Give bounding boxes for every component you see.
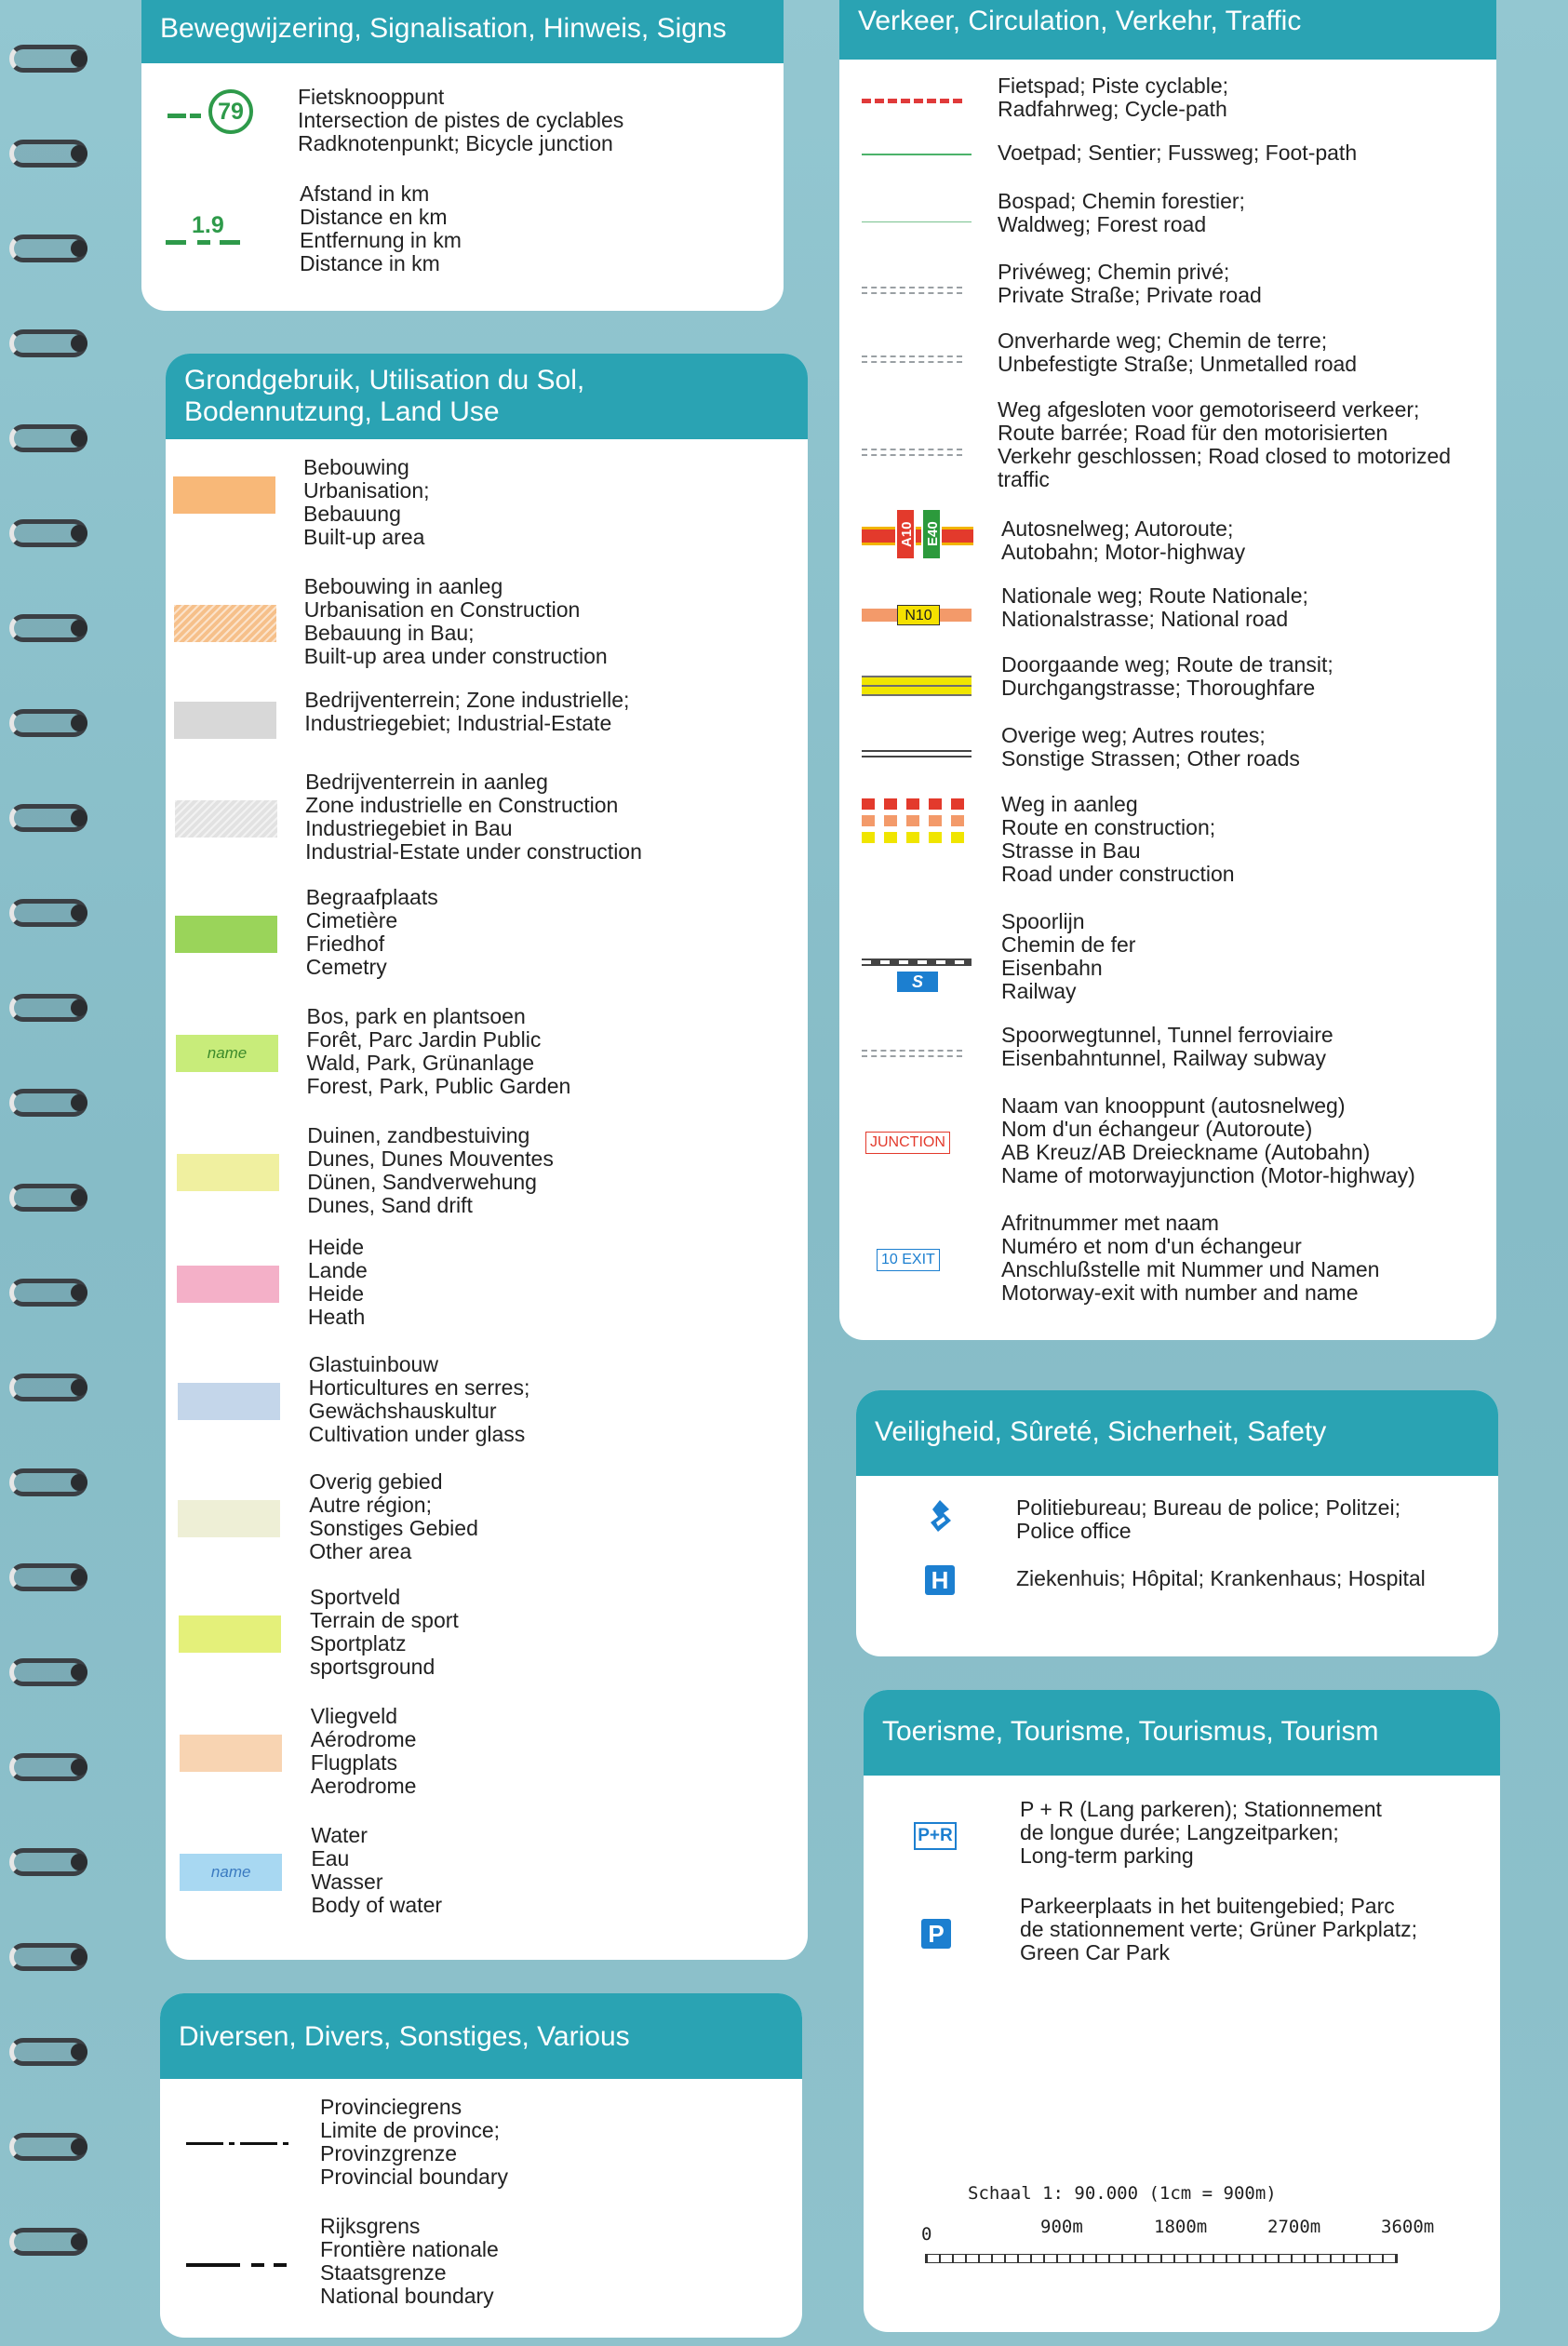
legend-text-line: Dünen, Sandverwehung [307, 1170, 537, 1194]
panel-traffic [839, 0, 1496, 1340]
scale-tick-label: 3600m [1381, 2217, 1435, 2237]
ring-hole [71, 50, 87, 67]
junction-badge: JUNCTION [865, 1132, 950, 1154]
legend-text-line: Other area [309, 1539, 412, 1563]
legend-text-line: Body of water [311, 1893, 443, 1917]
legend-text-line: Staatsgrenze [320, 2260, 447, 2285]
legend-text-line: Durchgangstrasse; Thoroughfare [1001, 676, 1316, 700]
ring-hole [71, 1569, 87, 1586]
legend-item-hospital [856, 1562, 1498, 1608]
ring-hole [71, 240, 87, 257]
binding-ring [0, 1372, 93, 1403]
binding-ring [0, 1562, 93, 1593]
legend-text-line: Industrial-Estate under construction [305, 839, 642, 864]
legend-item-road-under-construction [839, 793, 1496, 895]
binding-ring [0, 802, 93, 834]
binding-ring [0, 707, 93, 739]
legend-item-provincial-boundary [160, 2096, 802, 2198]
legend-text-line: Chemin de fer [1001, 932, 1136, 957]
station-icon: S [897, 972, 938, 992]
legend-text-line: Aerodrome [310, 1774, 417, 1798]
ring-hole [71, 1759, 87, 1776]
parking-icon: P [921, 1919, 951, 1949]
railway-icon [862, 953, 973, 999]
panel-title: Diversen, Divers, Sonstiges, Various [160, 1993, 802, 2079]
thoroughfare-icon [862, 672, 973, 700]
legend-text-line: Provincial boundary [320, 2165, 509, 2189]
legend-item-railway [839, 910, 1496, 1012]
distance-value: 1.9 [192, 212, 224, 238]
legend-item-sportsground [166, 1586, 808, 1688]
ring-hole [71, 1474, 87, 1491]
legend-text-line: Bebouwing in aanleg [303, 574, 503, 598]
binding-ring [0, 897, 93, 929]
binding-ring [0, 1941, 93, 1973]
color-swatch [180, 1854, 282, 1891]
legend-text-line: National boundary [320, 2284, 494, 2308]
legend-item-other-roads [839, 724, 1496, 778]
color-swatch [174, 605, 276, 642]
road-band [862, 750, 972, 757]
legend-text-line: Name of motorwayjunction (Motor-highway) [1001, 1163, 1415, 1187]
ring-hole [71, 335, 87, 352]
legend-text-line: Fietsknooppunt [298, 85, 445, 109]
legend-text-line: Eisenbahntunnel, Railway subway [1001, 1046, 1327, 1070]
legend-text-line: Onverharde weg; Chemin de terre; [998, 328, 1328, 353]
binding-ring [0, 1182, 93, 1213]
legend-text-line: Police office [1016, 1519, 1132, 1543]
color-swatch [178, 1500, 280, 1537]
legend-text-line: Nom d'un échangeur (Autoroute) [1001, 1117, 1313, 1141]
road-closed-icon [862, 441, 973, 469]
foot-path-icon [862, 148, 973, 176]
binding-ring [0, 2131, 93, 2163]
junction-label-icon [862, 1132, 973, 1160]
legend-item-motorway-junction [839, 1094, 1496, 1197]
binding-ring [0, 992, 93, 1024]
legend-text-line: Bedrijventerrein in aanleg [305, 770, 548, 794]
legend-item-body-of-water [166, 1824, 808, 1926]
color-swatch [177, 1154, 279, 1191]
legend-text-line: Horticultures en serres; [308, 1375, 530, 1400]
binding-ring [0, 43, 93, 74]
legend-item-aerodrome [166, 1705, 808, 1807]
exit-badge: 10 EXIT [877, 1249, 940, 1271]
binding-ring [0, 422, 93, 454]
ring-hole [71, 999, 87, 1016]
forest-road-icon [862, 208, 973, 236]
legend-text-line: Afstand in km [300, 181, 430, 206]
color-swatch [174, 702, 276, 739]
legend-item-forest-park [166, 1005, 808, 1107]
legend-text-line: Bebauung [303, 502, 401, 526]
legend-text-line: Waldweg; Forest road [998, 212, 1207, 236]
ring-hole [71, 1379, 87, 1396]
legend-text-line: Frontière nationale [320, 2237, 499, 2261]
panel-land-use [166, 354, 808, 1960]
legend-item-foot-path [839, 141, 1496, 171]
ring-hole [71, 430, 87, 447]
legend-text-line: Sonstige Strassen; Other roads [1001, 746, 1300, 771]
legend-text-line: Naam van knooppunt (autosnelweg) [1001, 1093, 1346, 1118]
legend-text-line: Forêt, Parc Jardin Public [306, 1027, 542, 1052]
panel-title: Toerisme, Tourisme, Tourismus, Tourism [864, 1690, 1500, 1776]
binding-ring [0, 328, 93, 359]
legend-text-line: Urbanisation; [303, 478, 430, 503]
legend-text-line: Verkehr geschlossen; Road closed to motorized [998, 444, 1452, 468]
ring-hole [71, 1949, 87, 1965]
legend-text-line: Autobahn; Motor-highway [1001, 540, 1246, 564]
legend-text-line: Bos, park en plantsoen [306, 1004, 526, 1028]
color-swatch [180, 1735, 282, 1772]
legend-item-national-boundary [160, 2215, 802, 2317]
ring-hole [71, 2044, 87, 2060]
legend-text-line: Industriegebiet; Industrial-Estate [304, 711, 612, 735]
color-swatch [173, 476, 275, 514]
legend-text-line: Wasser [311, 1870, 383, 1894]
construction-block [951, 815, 964, 826]
legend-text-line: P + R (Lang parkeren); Stationnement [1020, 1797, 1382, 1821]
rail-track [862, 959, 972, 966]
color-swatch [176, 1035, 278, 1072]
ring-hole [71, 620, 87, 637]
legend-text-line: Spoorwegtunnel, Tunnel ferroviaire [1001, 1023, 1333, 1047]
binding-ring [0, 2226, 93, 2258]
exit-label-icon [862, 1249, 973, 1277]
construction-block [884, 832, 897, 843]
ring-hole [71, 2233, 87, 2250]
road-under-construction-icon [862, 798, 973, 854]
scale-tick-label: 2700m [1267, 2217, 1321, 2237]
legend-text-line: Heath [307, 1305, 366, 1329]
legend-item-industrial-estate-construction [166, 771, 808, 873]
binding-ring [0, 1751, 93, 1783]
legend-text-line: Vliegveld [310, 1704, 398, 1728]
ring-hole [71, 715, 87, 731]
legend-text-line: Radknotenpunkt; Bicycle junction [298, 131, 613, 155]
legend-text-line: Private Straße; Private road [998, 283, 1262, 307]
panel-tourism [864, 1690, 1500, 2332]
ring-hole [71, 1284, 87, 1301]
legend-text-line: Distance in km [300, 251, 440, 275]
binding-ring [0, 233, 93, 264]
legend-text-line: Autre région; [309, 1493, 432, 1517]
scale-tick-label: 1800m [1154, 2217, 1208, 2237]
legend-text-line: Limite de province; [320, 2118, 501, 2142]
legend-item-road-closed [839, 398, 1496, 501]
legend-text-line: Autosnelweg; Autoroute; [1001, 516, 1234, 541]
legend-text-line: Provinciegrens [320, 2095, 462, 2119]
legend-text-line: Unbefestigte Straße; Unmetalled road [998, 352, 1358, 376]
legend-item-dunes [166, 1124, 808, 1227]
legend-text-line: Route barrée; Road für den motorisierten [998, 421, 1388, 445]
legend-text-line: Intersection de pistes de cyclables [298, 108, 624, 132]
legend-text-line: Dunes, Sand drift [307, 1193, 473, 1217]
legend-item-motor-highway [839, 517, 1496, 571]
construction-block [884, 815, 897, 826]
panel-title: Verkeer, Circulation, Verkehr, Traffic [839, 0, 1496, 60]
legend-text-line: Spoorlijn [1001, 909, 1085, 933]
panel-signs [141, 0, 784, 311]
legend-text-line: Afritnummer met naam [1001, 1211, 1219, 1235]
construction-block [862, 832, 875, 843]
legend-text-line: Doorgaande weg; Route de transit; [1001, 652, 1333, 677]
national-road-icon [862, 603, 973, 631]
legend-text-line: Industriegebiet in Bau [305, 816, 513, 840]
swatch-label: name [210, 1863, 251, 1881]
road-badge: E40 [921, 508, 942, 560]
legend-text-line: Lande [307, 1258, 368, 1282]
construction-block [951, 832, 964, 843]
legend-text-line: Rijksgrens [320, 2214, 421, 2238]
construction-block [862, 815, 875, 826]
ring-hole [71, 810, 87, 826]
legend-text-line: Forest, Park, Public Garden [306, 1074, 571, 1098]
legend-text-line: Bebauung in Bau; [303, 621, 475, 645]
legend-text-line: Entfernung in km [300, 228, 462, 252]
legend-text-line: AB Kreuz/AB Dreieckname (Autobahn) [1001, 1140, 1371, 1164]
dashes [862, 287, 962, 294]
construction-block [906, 798, 919, 810]
legend-text-line: Politiebureau; Bureau de police; Politzei; [1016, 1495, 1400, 1520]
scale-bar-line [925, 2254, 1398, 2263]
legend-item-built-up-area-construction [166, 575, 808, 677]
legend-text-line: Aérodrome [310, 1727, 417, 1751]
legend-item-police [856, 1493, 1498, 1548]
legend-text-line: Bospad; Chemin forestier; [998, 189, 1245, 213]
construction-block [929, 832, 942, 843]
ring-hole [71, 905, 87, 921]
motor-highway-icon [862, 508, 973, 564]
legend-text-line: Voetpad; Sentier; Fussweg; Foot-path [998, 141, 1358, 165]
legend-text-line: Numéro et nom d'un échangeur [1001, 1234, 1302, 1258]
distance-marker-icon [166, 212, 268, 249]
ring-hole [71, 1094, 87, 1111]
legend-item-national-road [839, 584, 1496, 638]
legend-text-line: Wald, Park, Grünanlage [306, 1051, 535, 1075]
park-and-ride-icon: P+R [914, 1822, 957, 1850]
legend-item-other-area [166, 1470, 808, 1573]
legend-item-park-and-ride [864, 1798, 1500, 1891]
scale-tick-label: 0 [921, 2224, 932, 2245]
legend-text-line: Sonstiges Gebied [309, 1516, 478, 1540]
legend-item-distance [141, 182, 784, 285]
legend-text-line: Parkeerplaats in het buitengebied; Parc [1020, 1894, 1395, 1918]
color-swatch [179, 1615, 281, 1653]
legend-text-line: Distance en km [300, 205, 448, 229]
legend-text-line: Long-term parking [1020, 1843, 1194, 1868]
ring-hole [71, 525, 87, 542]
legend-text-line: Zone industrielle en Construction [305, 793, 619, 817]
road-badge: N10 [897, 605, 940, 625]
ring-hole [71, 2138, 87, 2155]
line [862, 221, 972, 222]
legend-text-line: Nationalstrasse; National road [1001, 607, 1289, 631]
legend-text-line: Overig gebied [309, 1469, 443, 1494]
road-badge: A10 [895, 508, 916, 560]
construction-block [884, 798, 897, 810]
ring-hole [71, 1189, 87, 1206]
legend-text-line: Railway [1001, 979, 1077, 1003]
legend-text-line: Motorway-exit with number and name [1001, 1280, 1359, 1305]
legend-text-line: Glastuinbouw [308, 1352, 438, 1376]
legend-text-line: Terrain de sport [310, 1608, 459, 1632]
legend-text-line: Anschlußstelle mit Nummer und Namen [1001, 1257, 1380, 1281]
legend-text-line: Road under construction [1001, 862, 1235, 886]
legend-text-line: Route en construction; [1001, 815, 1216, 839]
ring-hole [71, 1854, 87, 1870]
line [862, 154, 972, 155]
police-icon [927, 1498, 955, 1535]
legend-text-line: Begraafplaats [305, 885, 438, 909]
panel-title-line: Grondgebruik, Utilisation du Sol, [184, 365, 585, 395]
binding-ring [0, 1656, 93, 1688]
dashes [862, 1050, 962, 1057]
legend-item-cultivation-under-glass [166, 1353, 808, 1455]
legend-text-line: Cultivation under glass [308, 1422, 526, 1446]
legend-text-line: Strasse in Bau [1001, 838, 1141, 863]
legend-text-line: Cimetière [305, 908, 398, 932]
binding-ring [0, 1087, 93, 1119]
construction-block [906, 832, 919, 843]
railway-subway-icon [862, 1042, 973, 1070]
legend-text-line: Sportplatz [310, 1631, 407, 1656]
legend-text-line: sportsground [310, 1655, 436, 1679]
legend-text-line: Sportveld [310, 1585, 401, 1609]
legend-item-cycle-path [839, 74, 1496, 128]
legend-text-line: Overige weg; Autres routes; [1001, 723, 1266, 747]
legend-item-green-car-park [864, 1895, 1500, 1988]
color-swatch [175, 800, 277, 838]
legend-text-line: Privéweg; Chemin privé; [998, 260, 1230, 284]
legend-item-bicycle-junction [141, 82, 784, 166]
legend-text-line: Bedrijventerrein; Zone industrielle; [304, 688, 630, 712]
legend-text-line: Heide [307, 1235, 364, 1259]
legend-text-line: de stationnement verte; Grüner Parkplatz; [1020, 1917, 1417, 1941]
legend-text-line: Weg afgesloten voor gemotoriseerd verkeer; [998, 397, 1420, 422]
legend-text-line: Urbanisation en Construction [303, 597, 581, 622]
legend-text-line: Gewächshauskultur [308, 1399, 497, 1423]
binding-ring [0, 1277, 93, 1308]
cycle-path-icon [862, 93, 973, 121]
binding-ring [0, 2036, 93, 2068]
legend-text-line: traffic [998, 467, 1050, 491]
swatch-label: name [207, 1044, 248, 1062]
construction-block [951, 798, 964, 810]
legend-text-line: Cemetry [305, 955, 387, 979]
ring-hole [71, 145, 87, 162]
color-swatch [178, 1383, 280, 1420]
road-band [862, 527, 973, 545]
binding-ring [0, 517, 93, 549]
legend-text-line: de longue durée; Langzeitparken; [1020, 1820, 1339, 1844]
legend-text-line: Duinen, zandbestuiving [307, 1123, 530, 1147]
panel-title [166, 354, 808, 439]
legend-text-line: Ziekenhuis; Hôpital; Krankenhaus; Hospital [1016, 1566, 1426, 1590]
dash [862, 99, 962, 103]
unmetalled-road-icon [862, 348, 973, 376]
national-boundary-icon [186, 2263, 288, 2269]
legend-text-line: Bebouwing [303, 455, 409, 479]
legend-item-thoroughfare [839, 653, 1496, 707]
binding-ring [0, 138, 93, 169]
junction-number: 79 [208, 89, 253, 134]
legend-text-line: Built-up area under construction [303, 644, 608, 668]
dashes [862, 355, 962, 363]
construction-block [906, 815, 919, 826]
legend-text-line: Built-up area [303, 525, 425, 549]
legend-item-private-road [839, 261, 1496, 315]
road-center [862, 685, 972, 687]
legend-text-line: Dunes, Dunes Mouventes [307, 1146, 554, 1171]
legend-text-line: Nationale weg; Route Nationale; [1001, 583, 1308, 608]
panel-various [160, 1993, 802, 2338]
panel-title: Bewegwijzering, Signalisation, Hinweis, Signs [141, 0, 784, 63]
legend-text-line: Fietspad; Piste cyclable; [998, 74, 1229, 98]
binding-ring [0, 1846, 93, 1878]
other-roads-icon [862, 743, 973, 771]
scale-label: Schaal 1: 90.000 (1cm = 900m) [968, 2183, 1277, 2204]
dashes [862, 449, 962, 456]
legend-text-line: Green Car Park [1020, 1940, 1171, 1964]
hospital-icon: H [925, 1565, 955, 1595]
panel-safety [856, 1390, 1498, 1656]
ring-hole [71, 1664, 87, 1681]
provincial-boundary-icon [186, 2142, 288, 2148]
construction-block [862, 798, 875, 810]
legend-text-line: Radfahrweg; Cycle-path [998, 97, 1227, 121]
legend-text-line: Flugplats [310, 1750, 398, 1775]
scale-bar [919, 2183, 1441, 2286]
private-road-icon [862, 279, 973, 307]
binding-ring [0, 612, 93, 644]
legend-text-line: Water [311, 1823, 368, 1847]
panel-title: Veiligheid, Sûreté, Sicherheit, Safety [856, 1390, 1498, 1476]
binding-ring [0, 1467, 93, 1498]
construction-block [929, 815, 942, 826]
legend-item-cemetery [166, 886, 808, 988]
color-swatch [177, 1266, 279, 1303]
legend-text-line: Provinzgrenze [320, 2141, 458, 2165]
legend-text-line: Eau [311, 1846, 350, 1870]
legend-item-forest-road [839, 190, 1496, 244]
legend-item-motorway-exit [839, 1212, 1496, 1314]
legend-item-built-up-area [166, 456, 808, 558]
color-swatch [175, 916, 277, 953]
panel-title-line: Bodennutzung, Land Use [184, 396, 500, 427]
scale-tick-label: 900m [1040, 2217, 1083, 2237]
legend-item-railway-subway [839, 1024, 1496, 1078]
legend-text-line: Heide [307, 1281, 364, 1306]
legend-item-heath [166, 1236, 808, 1338]
legend-text-line: Friedhof [305, 932, 385, 956]
construction-block [929, 798, 942, 810]
legend-text-line: Eisenbahn [1001, 956, 1103, 980]
legend-text-line: Weg in aanleg [1001, 792, 1138, 816]
legend-item-unmetalled-road [839, 329, 1496, 383]
bicycle-junction-icon [168, 87, 279, 143]
